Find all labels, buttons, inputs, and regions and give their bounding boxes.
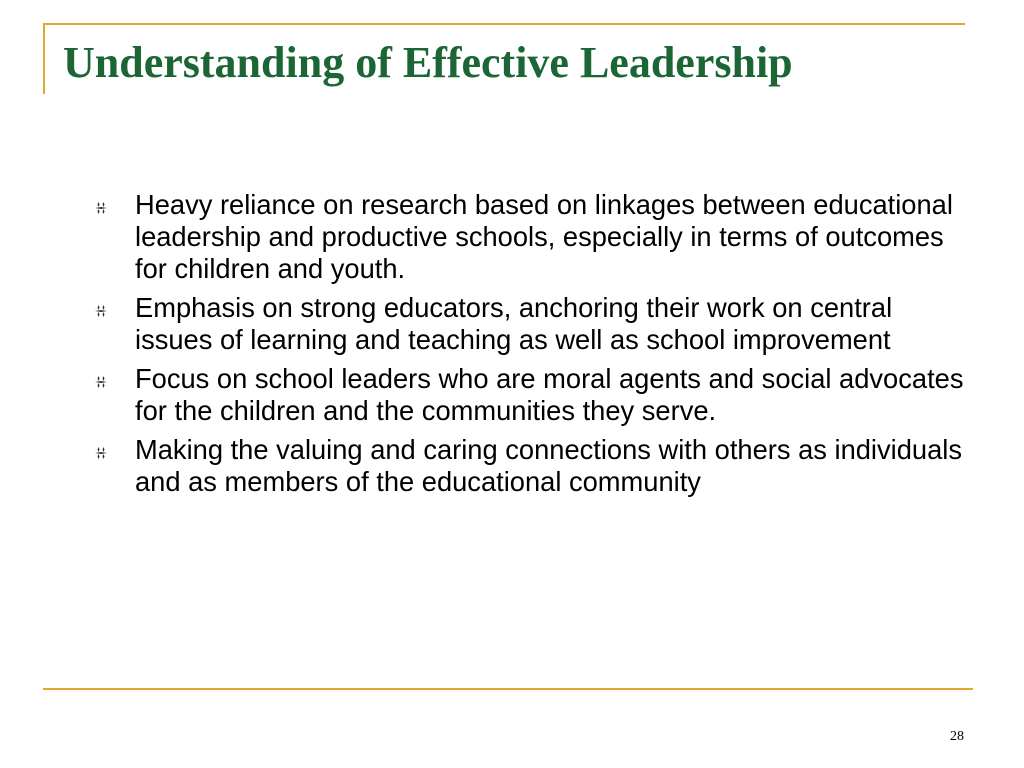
diamond-star-icon: [95, 202, 107, 214]
diamond-star-icon: [95, 447, 107, 459]
bullet-text: Focus on school leaders who are moral agents and social advocates for the children and the communities they serve.: [135, 363, 964, 426]
slide-title: Understanding of Effective Leadership: [63, 38, 793, 87]
bullet-item: [95, 363, 975, 427]
bullet-list: [95, 189, 975, 505]
bullet-text: Heavy reliance on research based on linkages between educational leadership and productive schools, especially in terms of outcomes for children and youth.: [135, 189, 953, 284]
bullet-item: [95, 292, 975, 356]
bullet-item: [95, 189, 975, 285]
diamond-star-icon: [95, 376, 107, 388]
bullet-item: [95, 434, 975, 498]
top-accent-line: [43, 23, 965, 25]
page-number: 28: [950, 729, 964, 744]
bullet-text: Making the valuing and caring connections with others as individuals and as members of the educational community: [135, 434, 962, 497]
diamond-star-icon: [95, 305, 107, 317]
left-accent-line: [43, 23, 45, 94]
bottom-accent-line: [43, 688, 973, 690]
bullet-text: Emphasis on strong educators, anchoring their work on central issues of learning and teaching as well as school improvement: [135, 292, 893, 355]
